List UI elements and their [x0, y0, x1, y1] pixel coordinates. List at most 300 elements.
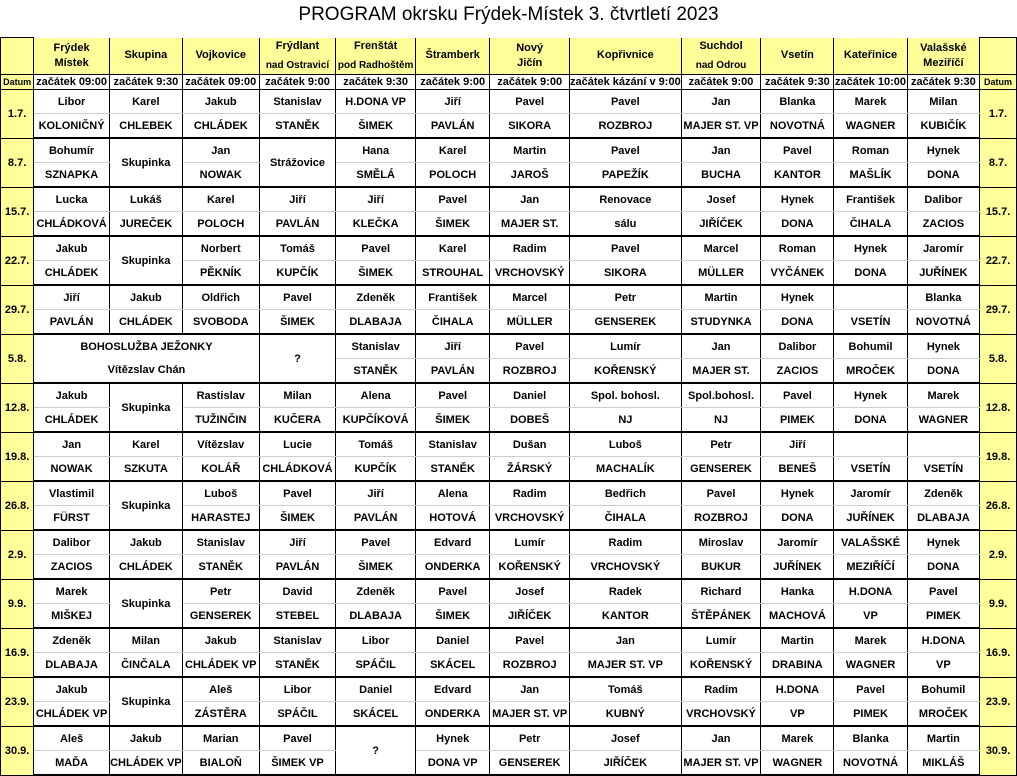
merged-cell: Skupinka	[109, 579, 182, 628]
surname: MROČEK	[834, 359, 907, 384]
first-name	[834, 285, 907, 310]
first-name: Bohumil	[834, 334, 907, 359]
date-cell: 19.8.	[980, 432, 1017, 481]
page-title: PROGRAM okrsku Frýdek-Místek 3. čtvrtletí 2023	[298, 4, 719, 25]
surname: sálu	[570, 212, 682, 237]
surname: BENEŠ	[761, 457, 834, 482]
surname: PAVLÁN	[259, 212, 335, 237]
first-name: Hynek	[416, 726, 490, 751]
column-header-line1: Frýdek	[53, 41, 90, 54]
first-name: Pavel	[336, 236, 416, 261]
surname: CHLÁDEK VP	[34, 702, 110, 727]
first-name: Martin	[761, 628, 834, 653]
surname: ROZBROJ	[490, 359, 570, 384]
first-name: Aleš	[182, 677, 259, 702]
first-name: Pavel	[570, 236, 682, 261]
surname: ŽÁRSKÝ	[490, 457, 570, 482]
first-name: Pavel	[834, 677, 907, 702]
surname: PIMEK	[834, 702, 907, 727]
date-cell: 15.7.	[980, 187, 1017, 236]
table-row	[1, 432, 1017, 457]
surname: CHLÁDKOVÁ	[34, 212, 110, 237]
surname: MEZIŘÍČÍ	[834, 555, 907, 580]
start-time: začátek 9:30	[907, 75, 980, 90]
first-name: Hynek	[761, 285, 834, 310]
first-name: Josef	[490, 579, 570, 604]
surname: MAĎA	[34, 751, 110, 776]
surname: SZNAPKA	[34, 163, 110, 188]
date-cell: 9.9.	[980, 579, 1017, 628]
first-name: Jakub	[109, 285, 182, 310]
date-cell: 26.8.	[1, 481, 34, 530]
column-header	[259, 38, 335, 75]
surname: WAGNER	[834, 114, 907, 139]
first-name: H.DONA VP	[336, 90, 416, 114]
first-name: Spol.bohosl.	[681, 383, 761, 408]
surname: VYČÁNEK	[761, 261, 834, 286]
table-row	[1, 187, 1017, 212]
surname: KLEČKA	[336, 212, 416, 237]
surname: JIŘÍČEK	[681, 212, 761, 237]
first-name: Josef	[681, 187, 761, 212]
date-cell: 12.8.	[980, 383, 1017, 432]
first-name: Jakub	[34, 383, 110, 408]
column-header-line1: Kopřivnice	[596, 49, 654, 62]
date-cell: 8.7.	[980, 138, 1017, 187]
surname: WAGNER	[834, 653, 907, 678]
surname: KANTOR	[761, 163, 834, 188]
surname: JAROŠ	[490, 163, 570, 188]
first-name: Pavel	[490, 334, 570, 359]
surname: ČIHALA	[570, 506, 682, 531]
first-name: Jan	[182, 138, 259, 163]
surname: PAVLÁN	[259, 555, 335, 580]
table-row	[1, 90, 1017, 114]
first-name: Hana	[336, 138, 416, 163]
surname: DLABAJA	[336, 604, 416, 629]
surname: JUŘÍNEK	[907, 261, 980, 286]
date-cell: 12.8.	[1, 383, 34, 432]
surname: PĚKNÍK	[182, 261, 259, 286]
merged-cell: Strážovice	[259, 138, 335, 187]
date-cell: 22.7.	[1, 236, 34, 285]
date-cell: 15.7.	[1, 187, 34, 236]
first-name: Petr	[182, 579, 259, 604]
column-header	[109, 38, 182, 75]
surname: SMĚLÁ	[336, 163, 416, 188]
first-name: David	[259, 579, 335, 604]
surname: ROZBROJ	[570, 114, 682, 139]
first-name: Daniel	[416, 628, 490, 653]
table-row	[1, 359, 1017, 384]
start-time: začátek 9:30	[761, 75, 834, 90]
first-name: Libor	[34, 90, 110, 114]
surname: MACHOVÁ	[761, 604, 834, 629]
first-name: Jan	[681, 334, 761, 359]
surname: ZACIOS	[34, 555, 110, 580]
column-header-line1: Vojkovice	[195, 49, 247, 62]
header-row	[1, 38, 1017, 75]
surname: ŠIMEK VP	[259, 751, 335, 776]
first-name: Roman	[834, 138, 907, 163]
table-row	[1, 236, 1017, 261]
first-name: Zdeněk	[336, 579, 416, 604]
first-name: Miroslav	[681, 530, 761, 555]
surname: KOLÁŘ	[182, 457, 259, 482]
first-name: Pavel	[336, 530, 416, 555]
surname: ŠIMEK	[416, 604, 490, 629]
column-header	[761, 38, 834, 75]
first-name: Lumír	[570, 334, 682, 359]
first-name: Martin	[490, 138, 570, 163]
surname: DONA	[761, 506, 834, 531]
merged-cell: Skupinka	[109, 383, 182, 432]
surname: BUCHA	[681, 163, 761, 188]
surname: ŠIMEK	[336, 114, 416, 139]
date-cell: 30.9.	[1, 726, 34, 775]
table-row	[1, 310, 1017, 335]
surname: KUPČÍKOVÁ	[336, 408, 416, 433]
first-name: Hynek	[907, 334, 980, 359]
first-name: H.DONA	[834, 579, 907, 604]
date-cell: 16.9.	[1, 628, 34, 677]
table-row	[1, 383, 1017, 408]
surname: VSETÍN	[834, 457, 907, 482]
first-name: Petr	[681, 432, 761, 457]
start-time: začátek 9:30	[336, 75, 416, 90]
first-name: Renovace	[570, 187, 682, 212]
first-name: Jiří	[761, 432, 834, 457]
surname: STANĚK	[336, 359, 416, 384]
column-header	[834, 38, 907, 75]
corner-cell	[980, 38, 1017, 75]
surname: DONA	[907, 163, 980, 188]
first-name: Pavel	[259, 726, 335, 751]
first-name: František	[834, 187, 907, 212]
first-name: Jan	[681, 726, 761, 751]
surname: NOVOTNÁ	[907, 310, 980, 335]
merged-cell: Skupinka	[109, 138, 182, 187]
surname: VP	[761, 702, 834, 727]
surname: CHLÁDKOVÁ	[259, 457, 335, 482]
first-name: Pavel	[570, 90, 682, 114]
date-cell: 2.9.	[1, 530, 34, 579]
first-name: Radim	[570, 530, 682, 555]
surname: VP	[834, 604, 907, 629]
table-row	[1, 579, 1017, 604]
surname: HARASTEJ	[182, 506, 259, 531]
date-cell: 8.7.	[1, 138, 34, 187]
surname: MACHALÍK	[570, 457, 682, 482]
surname: KUČERA	[259, 408, 335, 433]
surname: DLABAJA	[336, 310, 416, 335]
surname: STROUHAL	[416, 261, 490, 286]
surname: ŠTĚPÁNEK	[681, 604, 761, 629]
column-header	[34, 38, 110, 75]
first-name: Jiří	[336, 187, 416, 212]
surname: MAJER ST. VP	[681, 751, 761, 776]
start-time: začátek kázání v 9:00	[570, 76, 681, 88]
first-name: Daniel	[490, 383, 570, 408]
start-time: začátek 10:00	[835, 76, 906, 88]
column-header	[570, 38, 682, 75]
first-name: Blanka	[907, 285, 980, 310]
first-name	[834, 432, 907, 457]
surname: KOLONIČNÝ	[34, 114, 110, 139]
surname: DONA VP	[416, 751, 490, 776]
first-name: Karel	[416, 236, 490, 261]
first-name: Karel	[416, 138, 490, 163]
surname: DOBEŠ	[490, 408, 570, 433]
first-name: Pavel	[490, 90, 570, 114]
surname: POLOCH	[416, 163, 490, 188]
surname: ČIHALA	[416, 310, 490, 335]
first-name: Marian	[182, 726, 259, 751]
surname: KOŘENSKÝ	[570, 359, 682, 384]
surname: DONA	[761, 212, 834, 237]
first-name: Milan	[109, 628, 182, 653]
first-name: Jiří	[416, 334, 490, 359]
date-cell: 2.9.	[980, 530, 1017, 579]
surname: ZACIOS	[907, 212, 980, 237]
first-name: Jiří	[336, 481, 416, 506]
datum-label: Datum	[980, 75, 1017, 90]
special-service-preacher: Vítězslav Chán	[34, 359, 260, 384]
first-name: Pavel	[259, 481, 335, 506]
first-name: Milan	[259, 383, 335, 408]
surname: BUKUR	[681, 555, 761, 580]
table-row	[1, 285, 1017, 310]
surname: SPÁČIL	[259, 702, 335, 727]
first-name: Luboš	[570, 432, 682, 457]
first-name: Jakub	[109, 726, 182, 751]
column-header-line1: Vsetín	[780, 49, 814, 62]
surname: HOTOVÁ	[416, 506, 490, 531]
surname: STUDYNKA	[681, 310, 761, 335]
surname: CHLÁDEK VP	[109, 751, 182, 776]
column-header	[490, 38, 570, 75]
table-row	[1, 138, 1017, 163]
surname: KANTOR	[570, 604, 682, 629]
schedule-table	[0, 37, 1017, 776]
first-name: Roman	[761, 236, 834, 261]
column-header-line1: Suchdol	[699, 39, 743, 52]
first-name: Hynek	[907, 138, 980, 163]
surname: ČIHALA	[834, 212, 907, 237]
first-name: Petr	[570, 285, 682, 310]
surname: KUPČÍK	[336, 457, 416, 482]
first-name: Jiří	[259, 187, 335, 212]
surname: VRCHOVSKÝ	[490, 261, 570, 286]
table-row	[1, 530, 1017, 555]
date-cell: 5.8.	[980, 334, 1017, 383]
column-header-line1: Valašské	[920, 41, 967, 54]
surname: CHLÁDEK	[109, 555, 182, 580]
first-name: Martin	[681, 285, 761, 310]
first-name: Oldřich	[182, 285, 259, 310]
surname: KUBNÝ	[570, 702, 682, 727]
surname: ROZBROJ	[681, 506, 761, 531]
first-name: Pavel	[416, 579, 490, 604]
start-time: začátek 09:00	[182, 75, 259, 90]
surname: SIKORA	[570, 261, 682, 286]
first-name: Vlastimil	[34, 481, 110, 506]
surname: JIŘÍČEK	[570, 751, 682, 776]
surname: MAŠLÍK	[834, 163, 907, 188]
surname: DONA	[907, 555, 980, 580]
surname: JUŘÍNEK	[761, 555, 834, 580]
first-name: Pavel	[681, 481, 761, 506]
first-name: Lumír	[681, 628, 761, 653]
first-name: Jakub	[34, 677, 110, 702]
first-name: Dalibor	[907, 187, 980, 212]
first-name: Rastislav	[182, 383, 259, 408]
surname: VSETÍN	[907, 457, 980, 482]
table-row	[1, 212, 1017, 237]
first-name: Radim	[490, 481, 570, 506]
table-row	[1, 481, 1017, 506]
first-name: H.DONA	[907, 628, 980, 653]
surname: STANĚK	[182, 555, 259, 580]
first-name: Blanka	[834, 726, 907, 751]
surname: ŠIMEK	[416, 212, 490, 237]
first-name: Jaromír	[761, 530, 834, 555]
date-cell: 29.7.	[980, 285, 1017, 334]
surname: NJ	[681, 408, 761, 433]
surname: GENSEREK	[182, 604, 259, 629]
surname: NOWAK	[182, 163, 259, 188]
first-name: Pavel	[416, 187, 490, 212]
surname: DLABAJA	[907, 506, 980, 531]
first-name: Vítězslav	[182, 432, 259, 457]
surname: CHLEBEK	[109, 114, 182, 139]
first-name: Marek	[834, 90, 907, 114]
surname: GENSEREK	[570, 310, 682, 335]
date-cell: 16.9.	[980, 628, 1017, 677]
date-cell: 9.9.	[1, 579, 34, 628]
first-name: Dalibor	[761, 334, 834, 359]
surname: DRABINA	[761, 653, 834, 678]
surname: SKÁCEL	[336, 702, 416, 727]
first-name: Jaromír	[907, 236, 980, 261]
surname: GENSEREK	[681, 457, 761, 482]
first-name: Hynek	[761, 187, 834, 212]
date-cell: 19.8.	[1, 432, 34, 481]
surname: VSETÍN	[834, 310, 907, 335]
start-time: začátek 09:00	[34, 75, 110, 90]
datum-label: Datum	[1, 75, 34, 90]
table-row	[1, 555, 1017, 580]
first-name: Bedřich	[570, 481, 682, 506]
surname: SKÁCEL	[416, 653, 490, 678]
merged-cell: Skupinka	[109, 236, 182, 285]
first-name: Marek	[34, 579, 110, 604]
start-time: začátek 9:00	[259, 75, 335, 90]
first-name: Zdeněk	[907, 481, 980, 506]
surname: WAGNER	[761, 751, 834, 776]
first-name: Marek	[834, 628, 907, 653]
first-name: Norbert	[182, 236, 259, 261]
table-row	[1, 114, 1017, 139]
first-name: Libor	[259, 677, 335, 702]
column-header-line1: Kateřinice	[843, 49, 898, 62]
first-name: Marcel	[490, 285, 570, 310]
special-service: BOHOSLUŽBA JEŽONKY	[34, 334, 260, 359]
date-cell: 22.7.	[980, 236, 1017, 285]
first-name: Jaromír	[834, 481, 907, 506]
surname: ŠIMEK	[416, 408, 490, 433]
surname: MAJER ST.	[490, 212, 570, 237]
first-name: Jan	[681, 90, 761, 114]
first-name: Jakub	[34, 236, 110, 261]
first-name: Alena	[336, 383, 416, 408]
first-name: Stanislav	[259, 628, 335, 653]
start-time: začátek 9:00	[416, 75, 490, 90]
first-name: Richard	[681, 579, 761, 604]
first-name: Milan	[907, 90, 980, 114]
column-header	[182, 38, 259, 75]
surname: STANĚK	[416, 457, 490, 482]
first-name: Hanka	[761, 579, 834, 604]
start-time: začátek 9:30	[109, 75, 182, 90]
first-name: Karel	[182, 187, 259, 212]
surname: STEBEL	[259, 604, 335, 629]
first-name: Hynek	[834, 383, 907, 408]
surname: JIŘÍČEK	[490, 604, 570, 629]
surname: PAVLÁN	[336, 506, 416, 531]
surname: MROČEK	[907, 702, 980, 727]
first-name: H.DONA	[761, 677, 834, 702]
column-header	[907, 38, 980, 75]
first-name: Daniel	[336, 677, 416, 702]
surname: NOVOTNÁ	[761, 114, 834, 139]
surname: MAJER ST. VP	[570, 653, 682, 678]
first-name: Libor	[336, 628, 416, 653]
first-name: Jan	[34, 432, 110, 457]
first-name: Stanislav	[182, 530, 259, 555]
table-row	[1, 457, 1017, 482]
surname: VRCHOVSKÝ	[681, 702, 761, 727]
surname: ŠIMEK	[259, 506, 335, 531]
first-name: Pavel	[416, 383, 490, 408]
surname: JUREČEK	[109, 212, 182, 237]
merged-cell: Skupinka	[109, 677, 182, 726]
table-row	[1, 653, 1017, 678]
surname: CHLÁDEK	[34, 261, 110, 286]
first-name: Radek	[570, 579, 682, 604]
first-name: Stanislav	[336, 334, 416, 359]
first-name: VALAŠSKÉ	[834, 530, 907, 555]
surname: SZKUTA	[109, 457, 182, 482]
surname: JUŘÍNEK	[834, 506, 907, 531]
column-header-line2: nad Ostravicí	[265, 59, 330, 71]
first-name: Edvard	[416, 677, 490, 702]
surname: PAVLÁN	[34, 310, 110, 335]
first-name: Stanislav	[259, 90, 335, 114]
first-name: Karel	[109, 90, 182, 114]
column-header	[416, 38, 490, 75]
first-name: Marek	[907, 383, 980, 408]
column-header-line1: Frenštát	[353, 39, 398, 52]
first-name: Jakub	[182, 628, 259, 653]
surname: KOŘENSKÝ	[681, 653, 761, 678]
surname: MAJER ST. VP	[490, 702, 570, 727]
table-row	[1, 726, 1017, 751]
surname: CHLÁDEK	[34, 408, 110, 433]
first-name: Dalibor	[34, 530, 110, 555]
first-name: Aleš	[34, 726, 110, 751]
surname: KUPČÍK	[259, 261, 335, 286]
